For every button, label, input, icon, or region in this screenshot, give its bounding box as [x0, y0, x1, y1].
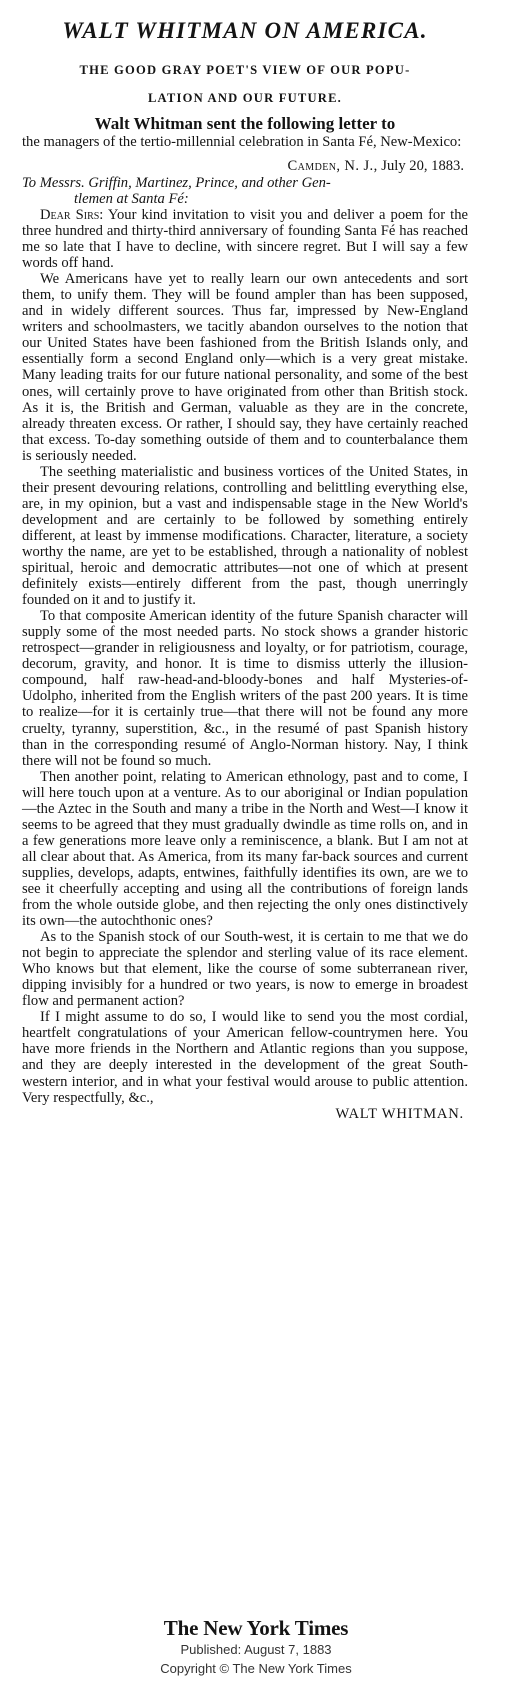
- headline: WALT WHITMAN ON AMERICA.: [62, 18, 428, 43]
- dateline: [22, 157, 464, 175]
- letter-paragraph: We Americans have yet to really learn our own antecedents and sort them, to unify them. They will be found ampler than has been supposed, and in widely different sources. Thus far, impressed by New-England writers and schoolmasters, we tacitly abandon ourselves to the notion that our United States have been fashioned from the British Islands only, and essentially form a second England only—which is a very great mistake. Many leading traits for our future national personality, and some of the best ones, will certainly prove to have originated from other than British stock. As it is, the British and German, valuable as they are in the concrete, already threaten excess. Or rather, I should say, they have certainly reached that excess. To-day something outside of them and to counterbalance them is seriously needed.: [22, 271, 468, 464]
- subheadline: [22, 56, 468, 112]
- letter-paragraph: As to the Spanish stock of our South-west, it is certain to me that we do not begin to appreciate the splendor and sterling value of its race element. Who knows but that element, like the course of some subterranean river, dipping invisibly for a hundred or two years, is now to emerge in broadest flow and permanent action?: [22, 929, 468, 1010]
- paragraph-text: Your kind invitation to visit you and deliver a poem for the three hundred and thirty-third anniversary of founding Santa Fé has reached me so late that I have to decline, with sincere regret. But I will say a few words off hand.: [22, 207, 468, 272]
- addressee-line-2: tlemen at Santa Fé:: [74, 191, 189, 207]
- addressee: [22, 175, 468, 207]
- subheadline-line-1: THE GOOD GRAY POET'S VIEW OF OUR POPU-: [79, 63, 411, 77]
- signature-name: WALT WHITMAN.: [335, 1105, 464, 1122]
- letter-body: [22, 207, 468, 1106]
- subheadline-line-2: LATION AND OUR FUTURE.: [147, 91, 343, 105]
- letter-paragraph: [22, 207, 468, 271]
- dateline-place: Camden, N. J.,: [287, 158, 378, 174]
- published-date: Published: August 7, 1883: [180, 1642, 332, 1657]
- addressee-line-1: To Messrs. Griffin, Martinez, Prince, and other Gen-: [22, 175, 331, 191]
- copyright-notice: Copyright © The New York Times: [160, 1661, 352, 1676]
- salutation: Dear Sirs:: [40, 207, 104, 223]
- dateline-date: July 20, 1883.: [381, 158, 464, 174]
- letter-paragraph: If I might assume to do so, I would like to send you the most cordial, heartfelt congratulations of your American fellow-countrymen here. You have more friends in the Northern and Atlantic regions than you suppose, and they are deeply interested in the development of the great South-western interior, and in what your festival would arouse to public attention. Very respectfully, &c.,: [22, 1009, 468, 1106]
- signature: [22, 1106, 464, 1122]
- letter-paragraph: To that composite American identity of the future Spanish character will supply some of the most needed parts. No stock shows a grander historic retrospect—grander in religiousness and loyalty, or for patriotism, courage, decorum, gravity, and honor. It is time to dismiss utterly the illusion-compound, half raw-head-and-bloody-bones and half Mysteries-of-Udolpho, inherited from the English writers of the past 200 years. It is time to realize—for it is certainly true—that there will not be found any more cruelty, tyranny, superstition, &c., in the resumé of past Spanish history than in the corresponding resumé of Anglo-Norman history. Nay, I think there will not be found so much.: [22, 608, 468, 769]
- nyt-masthead-logo: The New York Times: [163, 1616, 349, 1640]
- letter-paragraph: Then another point, relating to American ethnology, past and to come, I will here touch upon at a venture. As to our aboriginal or Indian population—the Aztec in the South and many a tribe in the North and West—I know it seems to be agreed that they must gradually dwindle as time rolls on, and in a few generations more leave only a reminiscence, a blank. But I am not at all clear about that. As America, from its many far-back sources and current supplies, develops, adapts, entwines, faithfully identifies its own, are we to see it cheerfully accepting and using all the contributions of foreign lands from the whole outside globe, and then rejecting the only ones distinctively its own—the autochthonic ones?: [22, 768, 468, 930]
- lead-sentence: Walt Whitman sent the following letter to: [94, 114, 396, 133]
- lead-continuation: the managers of the tertio-millennial celebration in Santa Fé, New-Mexico:: [22, 134, 462, 150]
- letter-paragraph: The seething materialistic and business vortices of the United States, in their present devouring relations, controlling and belittling everything else, are, in my opinion, but a vast and indispensable stage in the New World's development and are certainly to be followed by something entirely different, at least by immense modifications. Character, literature, a society worthy the name, are yet to be established, through a nationality of noblest spiritual, heroic and democratic attributes—not one of which at present definitely exists—entirely different from the past, though unerringly founded on it and to justify it.: [22, 463, 468, 609]
- footer: [0, 1616, 512, 1678]
